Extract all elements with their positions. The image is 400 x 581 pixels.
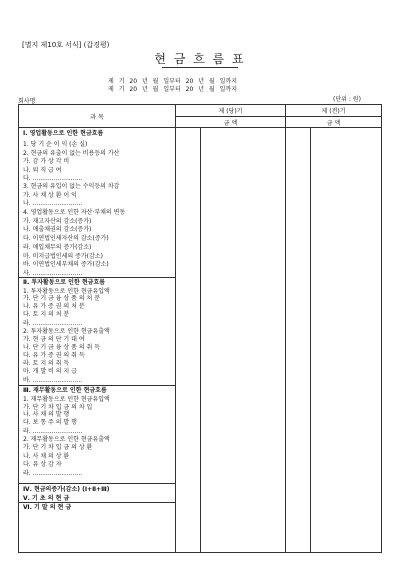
line-item: 가. 사 채 상 환 이 익 [23, 192, 77, 199]
line-item: 1. 당 기 순 이 익 (손 실) [23, 141, 88, 148]
line-item: Ⅳ. 현금의증가(감소) (Ⅰ+Ⅱ+Ⅲ) [23, 486, 110, 493]
section-divider [19, 385, 176, 386]
line-item: 마. 미지급법인세의 증가(감소) [23, 253, 103, 260]
cash-flow-table [18, 104, 382, 553]
line-item: 나. 퇴 직 급 여 [23, 167, 62, 174]
line-item: 사. .......................... [23, 270, 83, 277]
line-item: Ⅱ. 투자활동으로 인한 현금흐름 [23, 279, 106, 286]
line-item: 바. .......................... [23, 377, 83, 384]
line-item: 2. 재무활동으로 인한 현금유출액 [23, 436, 110, 443]
prior-amount-header: 금 액 [286, 117, 382, 128]
line-item: 가. 단 기 차 입 금 의 차 입 [23, 404, 93, 411]
line-item: 다. 이연법인세자산의 감소(증가) [23, 235, 109, 242]
section-divider [19, 483, 176, 484]
line-item: Ⅴ. 기 초 의 현 금 [23, 495, 70, 502]
current-amount-header: 금 액 [176, 117, 286, 128]
items-column [19, 128, 176, 553]
line-item: 다. 유 가 증 권 의 취 득 [23, 352, 85, 359]
line-item: 2. 투자활동으로 인한 현금유출액 [23, 328, 110, 335]
current-amount-cell-a [176, 128, 201, 553]
period-prior: 제 기 20 년 월 일부터 20 년 월 일까지 [108, 86, 237, 93]
line-item: 라. .......................... [23, 470, 83, 477]
line-item: 라. 토 지 의 취 득 [23, 360, 70, 367]
line-item: 1. 재무활동으로 인한 현금유입액 [23, 396, 110, 403]
line-item: 다. .......................... [23, 175, 83, 182]
line-item: 나. 단 기 금 융 상 품 의 취 득 [23, 344, 101, 351]
line-item: 나. .......................... [23, 200, 83, 207]
line-item: 가. 단 기 차 입 금 의 상 환 [23, 444, 93, 451]
title-underline [162, 67, 238, 68]
line-item: Ⅲ. 재무활동으로 인한 현금흐름 [23, 387, 107, 394]
current-period-header: 제 (당)기 [176, 105, 286, 117]
prior-amount-cell-b [311, 128, 382, 553]
company-name-label: 회사명 [18, 98, 36, 105]
line-item: 나. 사 채 의 발 행 [23, 411, 70, 418]
line-item: Ⅰ. 영업활동으로 인한 현금흐름 [23, 130, 104, 137]
line-item: 라. .......................... [23, 428, 83, 435]
document-title: 현 금 흐 름 표 [154, 52, 246, 66]
unit-label: (단위 : 원) [333, 96, 361, 103]
item-column-header: 과 목 [19, 105, 176, 128]
period-current: 제 기 20 년 월 일부터 20 년 월 일까지 [108, 78, 237, 85]
line-item: 마. 개 발 비 의 지 급 [23, 368, 77, 375]
line-item: 2. 현금의 유출이 없는 비용등의 가산 [23, 150, 120, 157]
line-item: Ⅵ. 기 말 의 현 금 [23, 504, 72, 511]
line-item: 가. 재고자산의 감소(증가) [23, 218, 92, 225]
current-amount-cell-b [201, 128, 286, 553]
line-item: 4. 영업활동으로 인한 자산·부채의 변동 [23, 209, 126, 216]
line-item: 바. 이연법인세부채의 증가(감소) [23, 261, 109, 268]
line-item: 다. 보 통 주 의 발 행 [23, 419, 77, 426]
line-item: 1. 투자활동으로 인한 현금유입액 [23, 288, 110, 295]
line-item: 나. 유 가 증 권 의 처 분 [23, 303, 85, 310]
line-item: 다. 토 지 의 처 분 [23, 311, 70, 318]
line-item: 가. 단 기 금 융 상 품 의 처 분 [23, 295, 101, 302]
line-item: 라. .......................... [23, 320, 83, 327]
line-item: 가. 현 금 의 단 기 대 여 [23, 336, 85, 343]
line-item: 라. 매입채무의 증가(감소) [23, 244, 92, 251]
section-divider [19, 502, 176, 503]
prior-period-header: 제 (전)기 [286, 105, 382, 117]
prior-amount-cell-a [286, 128, 311, 553]
line-item: 다. 유 상 감 자 [23, 461, 62, 468]
line-item: 가. 감 가 상 각 비 [23, 158, 70, 165]
section-divider [19, 277, 176, 278]
line-item: 3. 현금의 유입이 없는 수익등의 차감 [23, 183, 120, 190]
line-item: 나. 사 채 의 상 환 [23, 453, 70, 460]
form-number-label: [별지 제10호 서식] (갑경평) [22, 41, 110, 49]
line-item: 나. 매출채권의 감소(증가) [23, 226, 92, 233]
